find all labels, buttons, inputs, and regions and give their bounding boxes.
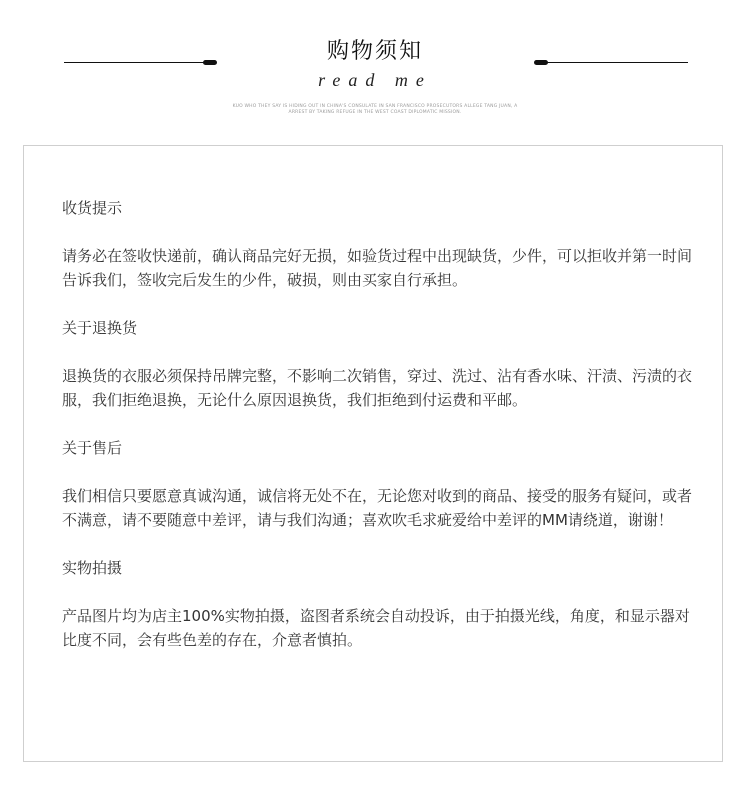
fine-print-line-1: KUO WHO THEY SAY IS HIDING OUT IN CHINA'S CONSULATE IN SAN FRANCISCO PROSECUTORS ALLEGE TANG JUAN, A xyxy=(232,104,518,109)
fine-print-line-2: ARREST BY TAKING REFUGE IN THE WEST COAST DIPLOMATIC MISSION. xyxy=(288,110,462,115)
section-body-returns: 退换货的衣服必须保持吊牌完整，不影响二次销售，穿过、洗过、沾有香水味、汗渍、污渍的衣服，我们拒绝退换，无论什么原因退换货，我们拒绝到付运费和平邮。 xyxy=(62,367,693,409)
section-body-after-sales: 我们相信只要愿意真诚沟通，诚信将无处不在，无论您对收到的商品、接受的服务有疑问，或者不满意，请不要随意中差评，请与我们沟通；喜欢吹毛求疵爱给中差评的MM请绕道，谢谢！ xyxy=(62,487,693,529)
section-heading-photography: 实物拍摄 xyxy=(62,559,123,577)
page-header xyxy=(0,0,750,130)
section-body-photography: 产品图片均为店主100%实物拍摄，盗图者系统会自动投诉，由于拍摄光线，角度，和显示器对比度不同，会有些色差的存在，介意者慎拍。 xyxy=(62,607,690,649)
section-heading-returns: 关于退换货 xyxy=(62,319,138,337)
section-heading-after-sales: 关于售后 xyxy=(62,439,123,457)
decorative-fine-print xyxy=(225,104,525,116)
page-subtitle: read me xyxy=(318,70,432,90)
section-heading-receiving: 收货提示 xyxy=(62,199,123,217)
section-body-receiving: 请务必在签收快递前，确认商品完好无损，如验货过程中出现缺货，少件，可以拒收并第一时间告诉我们，签收完后发生的少件，破损，则由买家自行承担。 xyxy=(62,247,693,289)
notice-content xyxy=(62,196,702,676)
page-title: 购物须知 xyxy=(326,39,423,64)
